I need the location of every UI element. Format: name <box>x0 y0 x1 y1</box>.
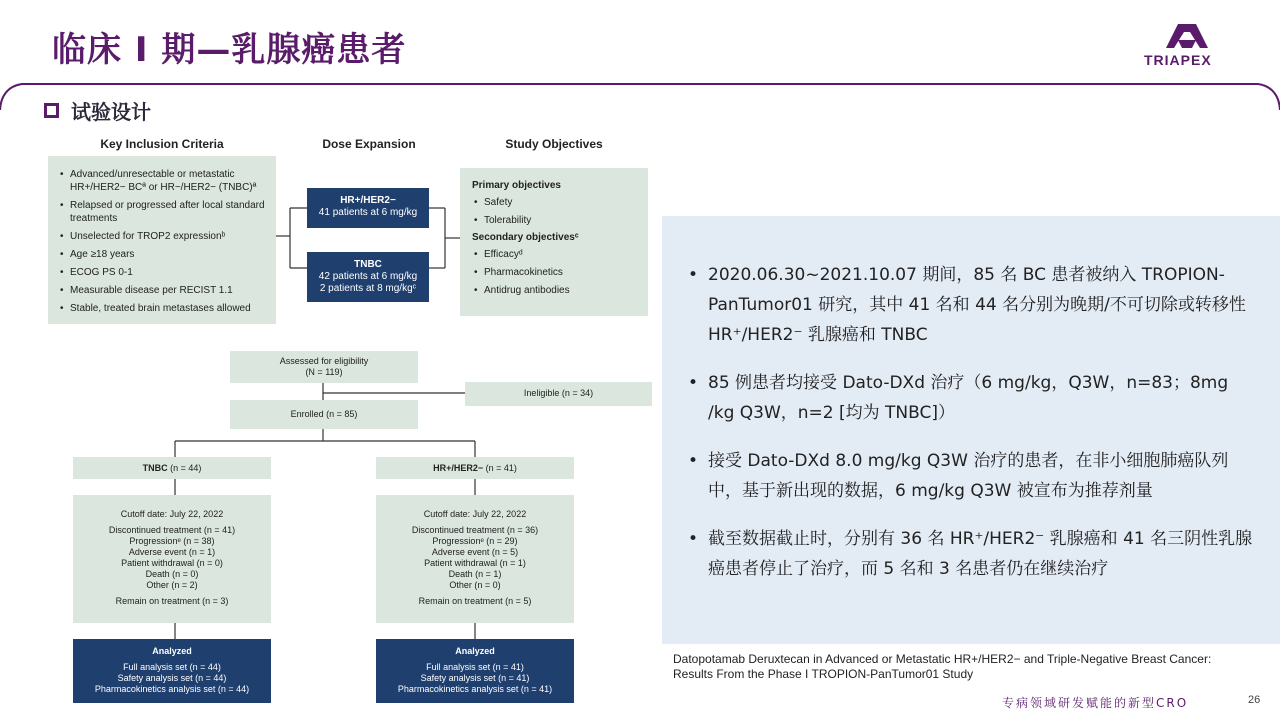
objectives-box <box>460 168 648 316</box>
page-title: 临床 I 期—乳腺癌患者 <box>52 30 407 70</box>
dose-heading: Dose Expansion <box>322 137 416 151</box>
hr-reason: Other (n = 0) <box>449 580 501 590</box>
tnbc-reason: Progressionᵉ (n = 38) <box>129 536 215 546</box>
inclusion-heading: Key Inclusion Criteria <box>100 137 224 151</box>
hr-reason: Adverse event (n = 5) <box>431 547 519 557</box>
hr-analysis-set: Safety analysis set (n = 41) <box>420 673 530 683</box>
hr-discontinued: Discontinued treatment (n = 36) <box>411 525 539 535</box>
objective-item: • Safety <box>472 196 640 209</box>
page-number: 26 <box>1248 694 1261 706</box>
section-heading <box>44 96 151 125</box>
hr-reason: Progressionᵉ (n = 29) <box>432 536 518 546</box>
tnbc-analyzed-label: Analyzed <box>152 646 192 656</box>
square-bullet-icon <box>44 103 59 118</box>
footer-slogan: 专病领域研发赋能的新型CRO <box>1002 696 1189 710</box>
objective-item: • Antidrug antibodies <box>472 284 640 297</box>
primary-objectives-label: Primary objectives <box>472 180 561 191</box>
tnbc-analysis-set: Safety analysis set (n = 44) <box>117 673 227 683</box>
dose-hr-box <box>307 188 429 228</box>
tnbc-discontinued: Discontinued treatment (n = 41) <box>108 525 236 535</box>
hr-arm-count: (n = 41) <box>485 463 517 473</box>
logo-text: TRIAPEX <box>1144 52 1212 68</box>
dose-hr-label: HR+/HER2− <box>340 195 396 206</box>
tnbc-remain: Remain on treatment (n = 3) <box>115 596 229 606</box>
inclusion-item: • Unselected for TROP2 expressionᵇ <box>58 230 268 243</box>
tnbc-disposition-box <box>73 495 271 623</box>
enrolled-box <box>230 400 418 429</box>
summary-bullet: • 接受 Dato-DXd 8.0 mg/kg Q3W 治疗的患者，在非小细胞肺癌队列中，基于新出现的数据，6 mg/kg Q3W 被宣布为推荐剂量 <box>686 446 1256 506</box>
hr-analyzed-box <box>376 639 574 703</box>
tnbc-analysis-set: Full analysis set (n = 44) <box>123 662 221 672</box>
inclusion-criteria-box <box>48 156 276 324</box>
hr-cutoff: Cutoff date: July 22, 2022 <box>423 509 527 519</box>
ineligible-box <box>465 382 652 406</box>
hr-reason: Patient withdrawal (n = 1) <box>424 558 526 568</box>
hr-remain: Remain on treatment (n = 5) <box>418 596 532 606</box>
inclusion-item: • Advanced/unresectable or metastatic HR+/HER2− BCª or HR−/HER2− (TNBC)ª <box>58 168 268 194</box>
enrolled-text: Enrolled (n = 85) <box>290 409 358 419</box>
dose-hr-line: 41 patients at 6 mg/kg <box>318 207 418 218</box>
inclusion-item: • Relapsed or progressed after local standard treatments <box>58 199 268 225</box>
dose-tnbc-line2: 2 patients at 8 mg/kgᶜ <box>319 283 417 294</box>
tnbc-reason: Patient withdrawal (n = 0) <box>121 558 223 568</box>
inclusion-item: • Measurable disease per RECIST 1.1 <box>58 284 268 297</box>
ineligible-text: Ineligible (n = 34) <box>523 388 594 398</box>
objective-item: • Efficacyᵈ <box>472 248 640 261</box>
inclusion-item: • ECOG PS 0-1 <box>58 266 268 279</box>
tnbc-arm-count: (n = 44) <box>170 463 202 473</box>
objective-item: • Tolerability <box>472 214 640 227</box>
tnbc-reason: Other (n = 2) <box>146 580 198 590</box>
section-title: 试验设计 <box>71 100 151 124</box>
hr-reason: Death (n = 1) <box>448 569 502 579</box>
summary-bullet: • 2020.06.30~2021.10.07 期间，85 名 BC 患者被纳入 TROPION-PanTumor01 研究，其中 41 名和 44 名分别为晚期/不可切除或转移性 HR⁺/HER2⁻ 乳腺癌和 TNBC <box>686 260 1256 350</box>
assessed-box <box>230 351 418 383</box>
tnbc-arm-box <box>73 457 271 479</box>
hr-analyzed-label: Analyzed <box>455 646 495 656</box>
summary-bullet: • 85 例患者均接受 Dato-DXd 治疗（6 mg/kg，Q3W，n=83；8mg /kg Q3W，n=2 [均为 TNBC]） <box>686 368 1256 428</box>
objectives-heading: Study Objectives <box>505 137 603 151</box>
dose-tnbc-label: TNBC <box>354 259 382 270</box>
reference-citation: Datopotamab Deruxtecan in Advanced or Metastatic HR+/HER2− and Triple-Negative Breast Cancer: Results From the Phase I TROPION-PanTumor01 Study <box>673 652 1212 681</box>
tnbc-analyzed-box <box>73 639 271 703</box>
dose-tnbc-line1: 42 patients at 6 mg/kg <box>318 271 418 282</box>
summary-bullet: • 截至数据截止时，分别有 36 名 HR⁺/HER2⁻ 乳腺癌和 41 名三阴性乳腺癌患者停止了治疗，而 5 名和 3 名患者仍在继续治疗 <box>686 524 1256 584</box>
tnbc-analysis-set: Pharmacokinetics analysis set (n = 44) <box>94 684 250 694</box>
objective-item: • Pharmacokinetics <box>472 266 640 279</box>
inclusion-item: • Age ≥18 years <box>58 248 268 261</box>
inclusion-item: • Stable, treated brain metastases allowed <box>58 302 268 315</box>
summary-panel <box>662 216 1280 644</box>
assessed-line2: (N = 119) <box>305 367 343 377</box>
secondary-objectives-label: Secondary objectivesᶜ <box>472 232 579 243</box>
tnbc-cutoff: Cutoff date: July 22, 2022 <box>120 509 224 519</box>
hr-analysis-set: Pharmacokinetics analysis set (n = 41) <box>397 684 553 694</box>
tnbc-reason: Death (n = 0) <box>145 569 199 579</box>
hr-disposition-box <box>376 495 574 623</box>
tnbc-reason: Adverse event (n = 1) <box>128 547 216 557</box>
assessed-line1: Assessed for eligibility <box>279 356 369 366</box>
hr-arm-label: HR+/HER2− <box>433 463 484 473</box>
hr-arm-box <box>376 457 574 479</box>
dose-tnbc-box <box>307 252 429 302</box>
tnbc-arm-label: TNBC <box>142 463 168 473</box>
hr-analysis-set: Full analysis set (n = 41) <box>426 662 524 672</box>
